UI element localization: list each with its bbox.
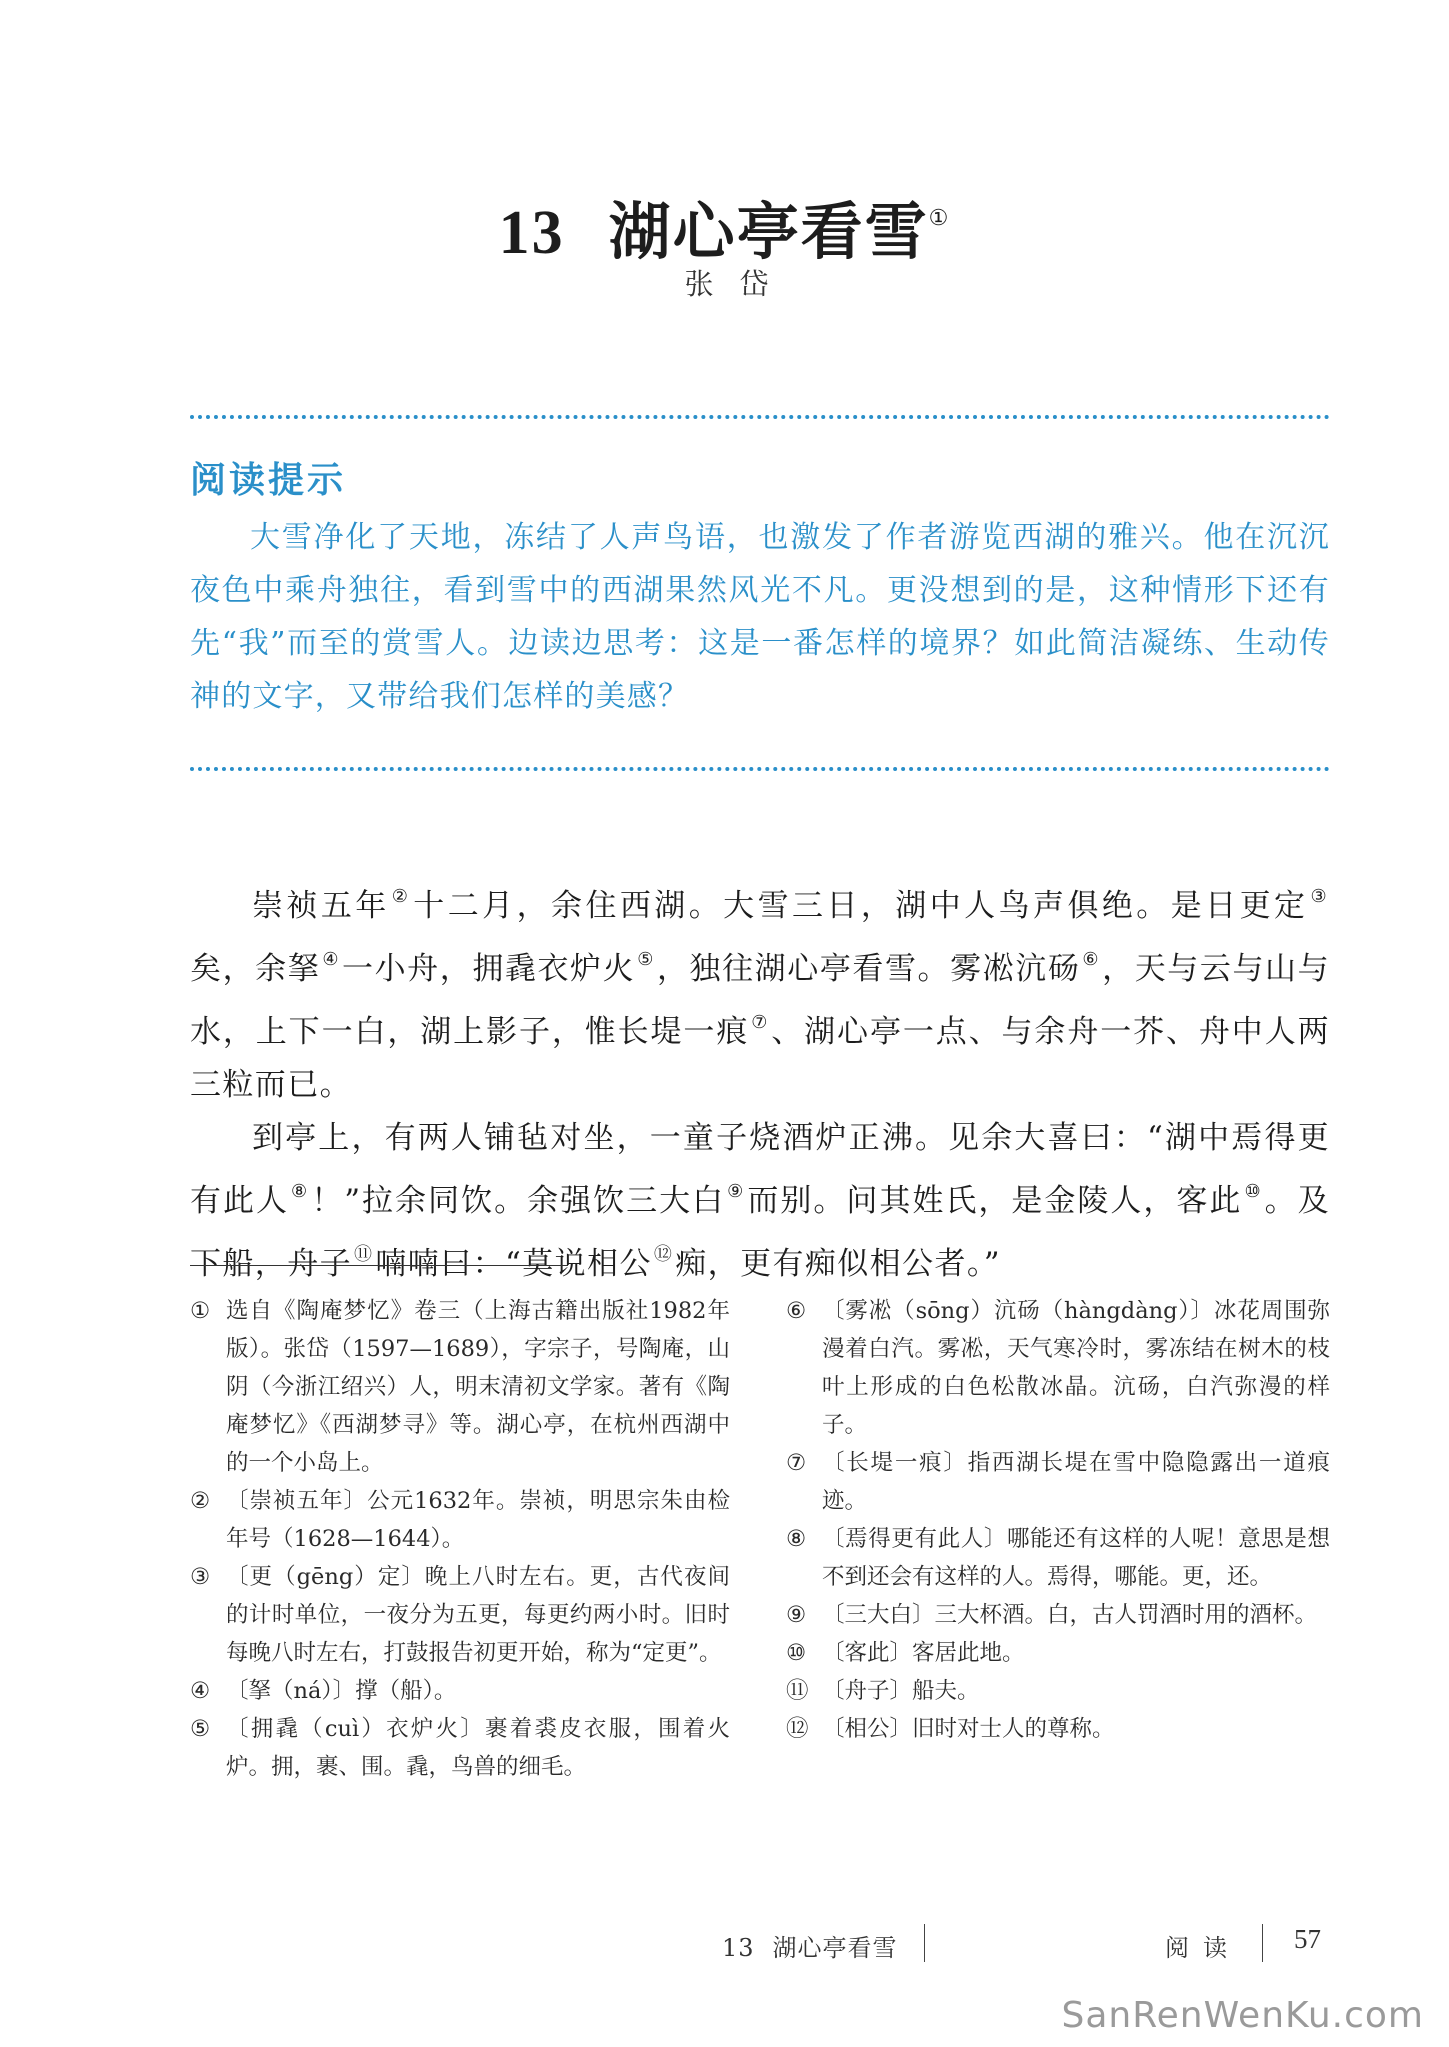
text-paragraph xyxy=(190,870,1330,1112)
footnote-mark: ④ xyxy=(322,949,341,970)
text-segment: ，独往湖心亭看雪。雾凇沆砀 xyxy=(656,951,1081,987)
footnote-number: ② xyxy=(190,1488,211,1514)
text-segment: 而别。问其姓氏，是金陵人，客此 xyxy=(747,1183,1243,1219)
hint-bottom-dotted-divider xyxy=(190,767,1330,771)
footnote-number: ⑪ xyxy=(786,1678,809,1704)
hint-top-dotted-divider xyxy=(190,415,1330,419)
footnote-item xyxy=(786,1710,1330,1748)
text-segment: 到亭上，有两人铺毡对坐，一童子烧酒炉正沸。见余大喜曰：“湖中焉得更有此人 xyxy=(190,1120,1330,1219)
footer-chapter-title: 湖心亭看雪 xyxy=(772,1934,898,1962)
footer-chapter-number: 13 xyxy=(722,1934,755,1962)
footnote-item xyxy=(786,1444,1330,1520)
footnote-number: ④ xyxy=(190,1678,211,1704)
text-segment: 崇祯五年 xyxy=(252,888,390,924)
footnote-number: ⑨ xyxy=(786,1602,807,1628)
footnote-mark: ⑫ xyxy=(653,1244,674,1265)
lesson-number: 13 xyxy=(498,198,565,267)
footnote-text: 〔客此〕客居此地。 xyxy=(822,1640,1025,1666)
footer-section-label: 阅读 xyxy=(1165,1934,1241,1962)
footnote-mark: ⑨ xyxy=(727,1181,746,1202)
footnote-text: 〔雾凇（sōng）沆砀（hàngdàng）〕冰花周围弥漫着白汽。雾凇，天气寒冷时，雾冻结在树木的枝叶上形成的白色松散冰晶。沆砀，白汽弥漫的样子。 xyxy=(822,1298,1330,1438)
footnote-mark: ⑪ xyxy=(354,1244,374,1265)
text-segment: 。及下船，舟子 xyxy=(190,1183,1331,1282)
text-segment: 痴，更有痴似相公者。” xyxy=(675,1246,1002,1282)
footnote-mark: ⑩ xyxy=(1244,1181,1263,1202)
footnote-number: ⑤ xyxy=(190,1716,211,1742)
page-number: 57 xyxy=(1294,1924,1321,1954)
text-segment: 十二月，余住西湖。大雪三日，湖中人鸟声俱绝。是日更定 xyxy=(413,888,1309,924)
footnote-item xyxy=(786,1292,1330,1444)
footnote-mark: ⑧ xyxy=(291,1181,310,1202)
text-segment: 、湖心亭一点、与余舟一芥、舟中人两三粒而已。 xyxy=(190,1014,1330,1103)
footnote-number: ① xyxy=(190,1298,211,1324)
footnote-mark: ② xyxy=(391,886,412,907)
footnote-text: 〔舟子〕船夫。 xyxy=(822,1678,980,1704)
footnote-text: 选自《陶庵梦忆》卷三（上海古籍出版社1982年版）。张岱（1597—1689），字宗子，号陶庵，山阴（今浙江绍兴）人，明末清初文学家。著有《陶庵梦忆》《西湖梦寻》等。湖心亭，在杭州西湖中的一个小岛上。 xyxy=(226,1298,730,1476)
footnote-text: 〔焉得更有此人〕哪能还有这样的人呢！意思是想不到还会有这样的人。焉得，哪能。更，还。 xyxy=(822,1526,1330,1590)
footnote-mark: ⑤ xyxy=(637,949,655,970)
footer-divider xyxy=(924,1924,925,1962)
footnote-item xyxy=(786,1672,1330,1710)
text-segment: ！”拉余同饮。余强饮三大白 xyxy=(311,1183,726,1219)
text-segment: ，天与云与山与水，上下一白，湖上影子，惟长堤一痕 xyxy=(190,951,1330,1050)
footnote-text: 〔长堤一痕〕指西湖长堤在雪中隐隐露出一道痕迹。 xyxy=(822,1450,1330,1514)
footnote-item xyxy=(190,1482,730,1558)
footnote-item xyxy=(190,1710,730,1786)
footnote-mark: ⑦ xyxy=(751,1012,770,1033)
footnote-number: ⑧ xyxy=(786,1526,807,1552)
footnote-number: ⑦ xyxy=(786,1450,807,1476)
author-name: 张岱 xyxy=(684,267,795,301)
footnote-item xyxy=(786,1596,1330,1634)
lesson-title-text: 湖心亭看雪 xyxy=(608,194,929,268)
footnote-number: ⑥ xyxy=(786,1298,807,1324)
footnote-number: ⑫ xyxy=(786,1716,809,1742)
footnote-item xyxy=(786,1634,1330,1672)
text-segment: 一小舟，拥毳衣炉火 xyxy=(342,951,636,987)
footnote-text: 〔拥毳（cuì）衣炉火〕裹着裘皮衣服，围着火炉。拥，裹、围。毳，鸟兽的细毛。 xyxy=(226,1716,730,1780)
lesson-title xyxy=(0,182,1449,271)
footnote-item xyxy=(786,1520,1330,1596)
text-segment: 矣，余拏 xyxy=(190,951,321,987)
footnotes-right-column xyxy=(786,1292,1330,1748)
reading-hint-box xyxy=(190,455,1330,723)
footnote-text: 〔更（gēng）定〕晚上八时左右。更，古代夜间的计时单位，一夜分为五更，每更约两小时。旧时每晚八时左右，打鼓报告初更开始，称为“定更”。 xyxy=(226,1564,730,1666)
footnote-number: ③ xyxy=(190,1564,211,1590)
main-text xyxy=(190,870,1330,1291)
footnote-text: 〔拏（ná）〕撑（船）。 xyxy=(226,1678,457,1704)
footnote-text: 〔三大白〕三大杯酒。白，古人罚酒时用的酒杯。 xyxy=(822,1602,1318,1628)
footnote-text: 〔崇祯五年〕公元1632年。崇祯，明思宗朱由检年号（1628—1644）。 xyxy=(226,1488,730,1552)
footnote-item xyxy=(190,1558,730,1672)
footnote-number: ⑩ xyxy=(786,1640,807,1666)
title-footnote-mark: ① xyxy=(928,205,951,231)
footnotes-left-column xyxy=(190,1292,730,1786)
footnote-text: 〔相公〕旧时对士人的尊称。 xyxy=(822,1716,1115,1742)
footnote-mark: ⑥ xyxy=(1082,949,1101,970)
watermark: SanRenWenKu.com xyxy=(1061,1995,1424,2036)
footnote-item xyxy=(190,1292,730,1482)
footnote-item xyxy=(190,1672,730,1710)
reading-hint-heading: 阅读提示 xyxy=(190,459,347,501)
reading-hint-text: 大雪净化了天地，冻结了人声鸟语，也激发了作者游览西湖的雅兴。他在沉沉夜色中乘舟独往，看到雪中的西湖果然风光不凡。更没想到的是，这种情形下还有先“我”而至的赏雪人。边读边思考：这是一番怎样的境界？如此简洁凝练、生动传神的文字，又带给我们怎样的美感？ xyxy=(190,520,1330,714)
footnote-rule xyxy=(190,1265,568,1266)
text-segment: 喃喃曰：“莫说相公 xyxy=(375,1246,652,1282)
footnote-mark: ③ xyxy=(1310,886,1328,907)
footer-divider xyxy=(1262,1924,1263,1962)
footer-chapter xyxy=(722,1928,898,1963)
